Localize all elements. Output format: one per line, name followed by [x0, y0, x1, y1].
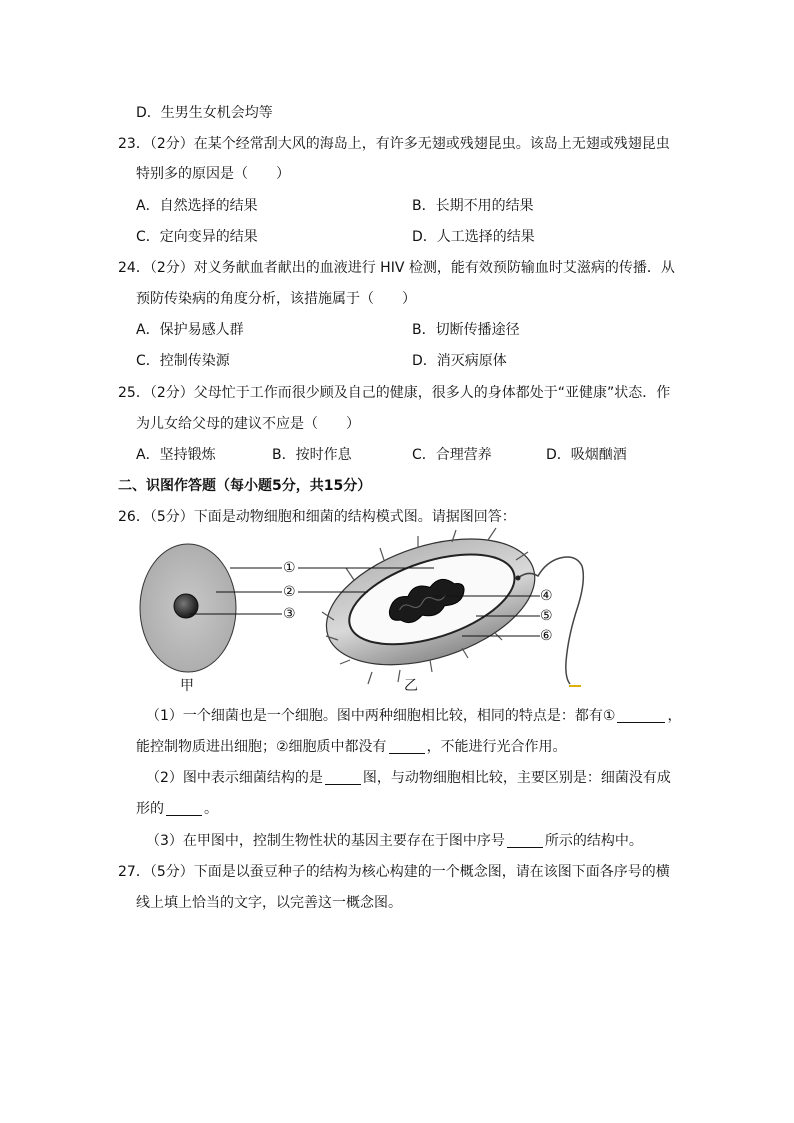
- answer-blank-3[interactable]: [325, 770, 361, 785]
- q26-part1-line2: [136, 737, 567, 757]
- q23-stem-line2: 特别多的原因是（ ）: [136, 166, 290, 182]
- q26-part1-text-a: （1）一个细菌也是一个细胞。图中两种细胞相比较，相同的特点是：都有①: [146, 708, 616, 724]
- label-5: ⑤: [540, 608, 553, 624]
- q26-part1-text-d: ，不能进行光合作用。: [426, 739, 567, 755]
- q25-option-b: B．按时作息: [272, 447, 352, 463]
- q26-part1-text-c: 能控制物质进出细胞；②细胞质中都没有: [136, 739, 387, 755]
- answer-blank-5[interactable]: [507, 833, 543, 848]
- q25-option-c: C．合理营养: [412, 447, 492, 463]
- q26-part2-line1: [146, 768, 671, 788]
- q26-part3: [146, 831, 643, 851]
- label-4: ④: [540, 588, 553, 604]
- label-6: ⑥: [540, 628, 553, 644]
- section-title: 二、识图作答题（每小题5分，共15分）: [118, 478, 372, 494]
- yellow-mark: [569, 685, 581, 687]
- answer-blank-4[interactable]: [166, 801, 202, 816]
- q24-option-c: C．控制传染源: [136, 353, 230, 369]
- q26-part2-text-c: 形的: [136, 801, 164, 817]
- q26-part2-text-b: 图，与动物细胞相比较，主要区别是：细菌没有成: [362, 770, 671, 786]
- q24-option-d: D．消灭病原体: [412, 353, 507, 369]
- q27-stem-line2: 线上填上恰当的文字，以完善这一概念图。: [136, 895, 402, 911]
- animal-cell: [140, 544, 236, 672]
- q25-stem-line1: 25．（2分）父母忙于工作而很少顾及自己的健康，很多人的身体都处于“亚健康”状态．作: [118, 385, 671, 401]
- q25-option-d: D．吸烟酗酒: [546, 447, 627, 463]
- label-2: ②: [283, 584, 296, 600]
- q24-stem-line1: 24．（2分）对义务献血者献出的血液进行 HIV 检测，能有效预防输血时艾滋病的传播．从: [118, 260, 675, 276]
- label-1: ①: [283, 560, 296, 576]
- q25-option-a: A．坚持锻炼: [136, 447, 216, 463]
- answer-blank-1[interactable]: [617, 708, 665, 723]
- q26-part2-text-d: 。: [204, 801, 218, 817]
- caption-yi: 乙: [404, 678, 418, 694]
- q26-part3-text-a: （3）在甲图中，控制生物性状的基因主要存在于图中序号: [146, 833, 505, 849]
- q23-option-c: C．定向变异的结果: [136, 229, 258, 245]
- q23-option-d: D．人工选择的结果: [412, 229, 535, 245]
- q24-stem-line2: 预防传染病的角度分析，该措施属于（ ）: [136, 291, 416, 307]
- q23-option-a: A．自然选择的结果: [136, 198, 258, 214]
- q26-part3-text-b: 所示的结构中。: [544, 833, 643, 849]
- q24-option-b: B．切断传播途径: [412, 322, 520, 338]
- q26-part2-text-a: （2）图中表示细菌结构的是: [146, 770, 323, 786]
- label-3: ③: [283, 606, 296, 622]
- answer-blank-2[interactable]: [389, 739, 425, 754]
- q23-option-b: B．长期不用的结果: [412, 198, 534, 214]
- q25-stem-line2: 为儿女给父母的建议不应是（ ）: [136, 416, 360, 432]
- q26-part1-line1: [146, 706, 681, 726]
- caption-jia: 甲: [180, 678, 194, 694]
- q24-option-a: A．保护易感人群: [136, 322, 244, 338]
- q23-stem-line1: 23．（2分）在某个经常刮大风的海岛上，有许多无翅或残翅昆虫。该岛上无翅或残翅昆虫: [118, 136, 670, 152]
- q26-stem: 26．（5分）下面是动物细胞和细菌的结构模式图。请据图回答：: [118, 509, 516, 525]
- q22-option-d: D．生男生女机会均等: [136, 105, 273, 121]
- q26-part2-line2: [136, 799, 218, 819]
- q26-part1-text-b: ，: [667, 708, 682, 724]
- q27-stem-line1: 27．（5分）下面是以蚕豆种子的结构为核心构建的一个概念图，请在该图下面各序号的横: [118, 864, 670, 880]
